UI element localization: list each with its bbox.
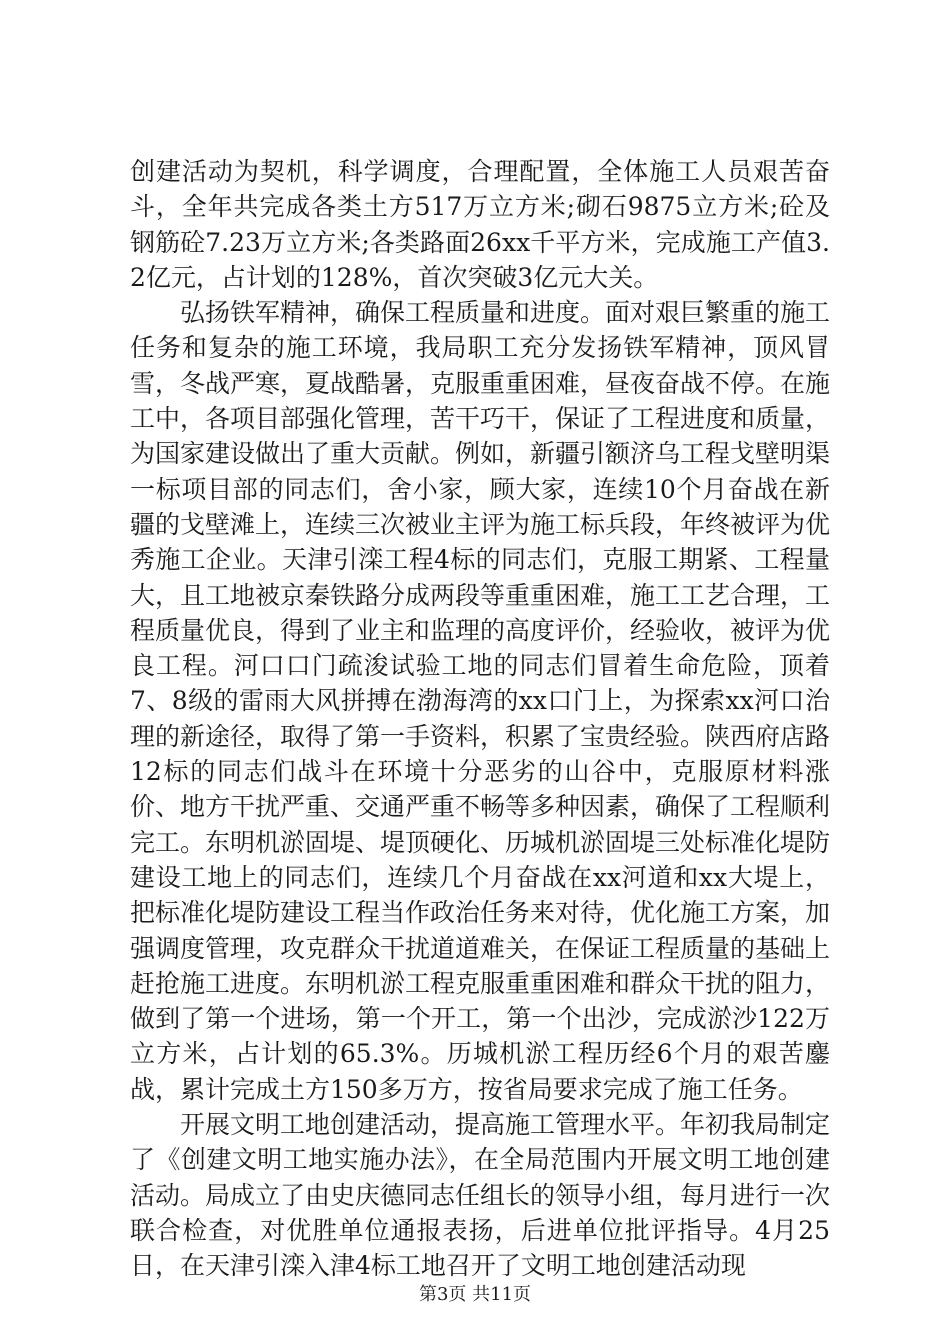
- document-body: [130, 154, 830, 1284]
- paragraph-2: 弘扬铁军精神，确保工程质量和进度。面对艰巨繁重的施工任务和复杂的施工环境，我局职工充分发扬铁军精神，顶风冒雪，冬战严寒，夏战酷暑，克服重重困难，昼夜奋战不停。在施工中，各项目部强化管理，苦干巧干，保证了工程进度和质量，为国家建设做出了重大贡献。例如，新疆引额济乌工程戈壁明渠一标项目部的同志们，舍小家，顾大家，连续10个月奋战在新疆的戈壁滩上，连续三次被业主评为施工标兵段，年终被评为优秀施工企业。天津引滦工程4标的同志们，克服工期紧、工程量大，且工地被京秦铁路分成两段等重重困难，施工工艺合理，工程质量优良，得到了业主和监理的高度评价，经验收，被评为优良工程。河口口门疏浚试验工地的同志们冒着生命危险，顶着7、8级的雷雨大风拼搏在渤海湾的xx口门上，为探索xx河口治理的新途径，取得了第一手资料，积累了宝贵经验。陕西府店路12标的同志们战斗在环境十分恶劣的山谷中，克服原材料涨价、地方干扰严重、交通严重不畅等多种因素，确保了工程顺利完工。东明机淤固堤、堤顶硬化、历城机淤固堤三处标准化堤防建设工地上的同志们，连续几个月奋战在xx河道和xx大堤上，把标准化堤防建设工程当作政治任务来对待，优化施工方案，加强调度管理，攻克群众干扰道道难关，在保证工程质量的基础上赶抢施工进度。东明机淤工程克服重重困难和群众干扰的阻力，做到了第一个进场，第一个开工，第一个出沙，完成淤沙122万立方米，占计划的65.3%。历城机淤工程历经6个月的艰苦鏖战，累计完成土方150多万方，按省局要求完成了施工任务。: [130, 298, 831, 1104]
- paragraph-1: 创建活动为契机，科学调度，合理配置，全体施工人员艰苦奋斗，全年共完成各类土方517万立方米;砌石9875立方米;砼及钢筋砼7.23万立方米;各类路面26xx千平方米，完成施工产值3.2亿元，占计划的128%，首次突破3亿元大关。: [130, 157, 830, 292]
- page-footer: 第3页 共11页: [418, 1284, 532, 1305]
- paragraph-3: 开展文明工地创建活动，提高施工管理水平。年初我局制定了《创建文明工地实施办法》，在全局范围内开展文明工地创建活动。局成立了由史庆德同志任组长的领导小组，每月进行一次联合检查，对优胜单位通报表扬，后进单位批评指导。4月25日，在天津引滦入津4标工地召开了文明工地创建活动现: [130, 1110, 831, 1281]
